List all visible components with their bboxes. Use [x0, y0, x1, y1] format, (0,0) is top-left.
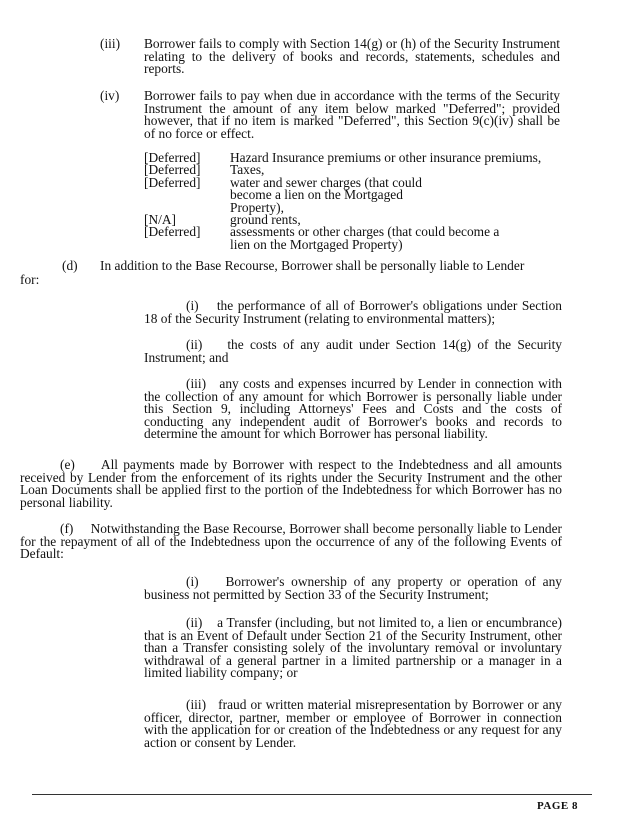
- clause-d-i: (i) the performance of all of Borrower's obligations under Section 18 of the Security Instrument (relating to environmental matters);: [144, 298, 562, 326]
- item-description: Hazard Insurance premiums or other insurance premiums,: [230, 150, 542, 165]
- clause-f-text: (f) Notwithstanding the Base Recourse, Borrower shall become personally liable to Lender for the repayment of all of the Indebtedness upon the occurrence of any of the following Events of Default:: [20, 521, 562, 562]
- clause-d-text: In addition to the Base Recourse, Borrower shall be personally liable to Lender: [100, 258, 525, 273]
- clause-f-ii: (ii) a Transfer (including, but not limited to, a lien or encumbrance) that is an Event of Default under Section 21 of the Security Instrument, other than a Transfer consisting solely of the involuntary removal or involuntary withdrawal of a general partner in a limited partnership or a manager in a limited liability company; or: [144, 615, 562, 681]
- footer-rule: [32, 794, 592, 795]
- deferred-item-row: [144, 226, 564, 251]
- clause-d-ii: (ii) the costs of any audit under Section 14(g) of the Security Instrument; and: [144, 337, 562, 365]
- item-status: [Deferred]: [144, 150, 201, 165]
- item-status: [Deferred]: [144, 224, 201, 240]
- page-number: PAGE 8: [537, 800, 578, 812]
- clause-iii-number: (iii): [100, 36, 121, 51]
- clause-d-number: (d): [62, 258, 78, 273]
- clause-f-i: (i) Borrower's ownership of any property or operation of any business not permitted by Section 33 of the Security Instrument;: [144, 574, 562, 602]
- clause-d-iii: (iii) any costs and expenses incurred by Lender in connection with the collection of any amount for which Borrower is personally liable under this Section 9, including Attorneys' Fees and Costs and the costs of conducting any independent audit of Borrower's books and records to determine the amount for which Borrower has personal liability.: [144, 376, 562, 442]
- deferred-item-row: [144, 152, 564, 164]
- item-description: Taxes,: [230, 162, 265, 178]
- clause-f-iii: (iii) fraud or written material misrepresentation by Borrower or any officer, director, partner, member or employee of Borrower in connection with the application for or creation of the Indebtedness or any request for any action or consent by Lender.: [144, 697, 562, 750]
- clause-iii-text: Borrower fails to comply with Section 14(g) or (h) of the Security Instrument relating to the delivery of books and records, statements, schedules and reports.: [144, 36, 560, 77]
- clause-d-continuation: for:: [20, 272, 40, 287]
- clause-e-text: (e) All payments made by Borrower with respect to the Indebtedness and all amounts received by Lender from the enforcement of its rights under the Security Instrument and the other Loan Documents shall be applied first to the portion of the Indebtedness for which Borrower has no personal liability.: [20, 457, 562, 510]
- item-description: water and sewer charges (that could become a lien on the Mortgaged Property),: [230, 174, 422, 215]
- item-status: [N/A]: [144, 212, 176, 228]
- item-status: [Deferred]: [144, 174, 201, 190]
- deferred-items-table: [144, 152, 564, 251]
- deferred-item-row: [144, 177, 564, 214]
- item-description: assessments or other charges (that could become a lien on the Mortgaged Property): [230, 224, 500, 252]
- item-status: [Deferred]: [144, 162, 201, 178]
- clause-iv-number: (iv): [100, 88, 120, 103]
- item-description: ground rents,: [230, 212, 301, 228]
- clause-iv-text: Borrower fails to pay when due in accordance with the terms of the Security Instrument the amount of any item below marked "Deferred"; provided however, that if no item is marked "Deferred", this Section 9(c)(iv) shall be of no force or effect.: [144, 88, 560, 141]
